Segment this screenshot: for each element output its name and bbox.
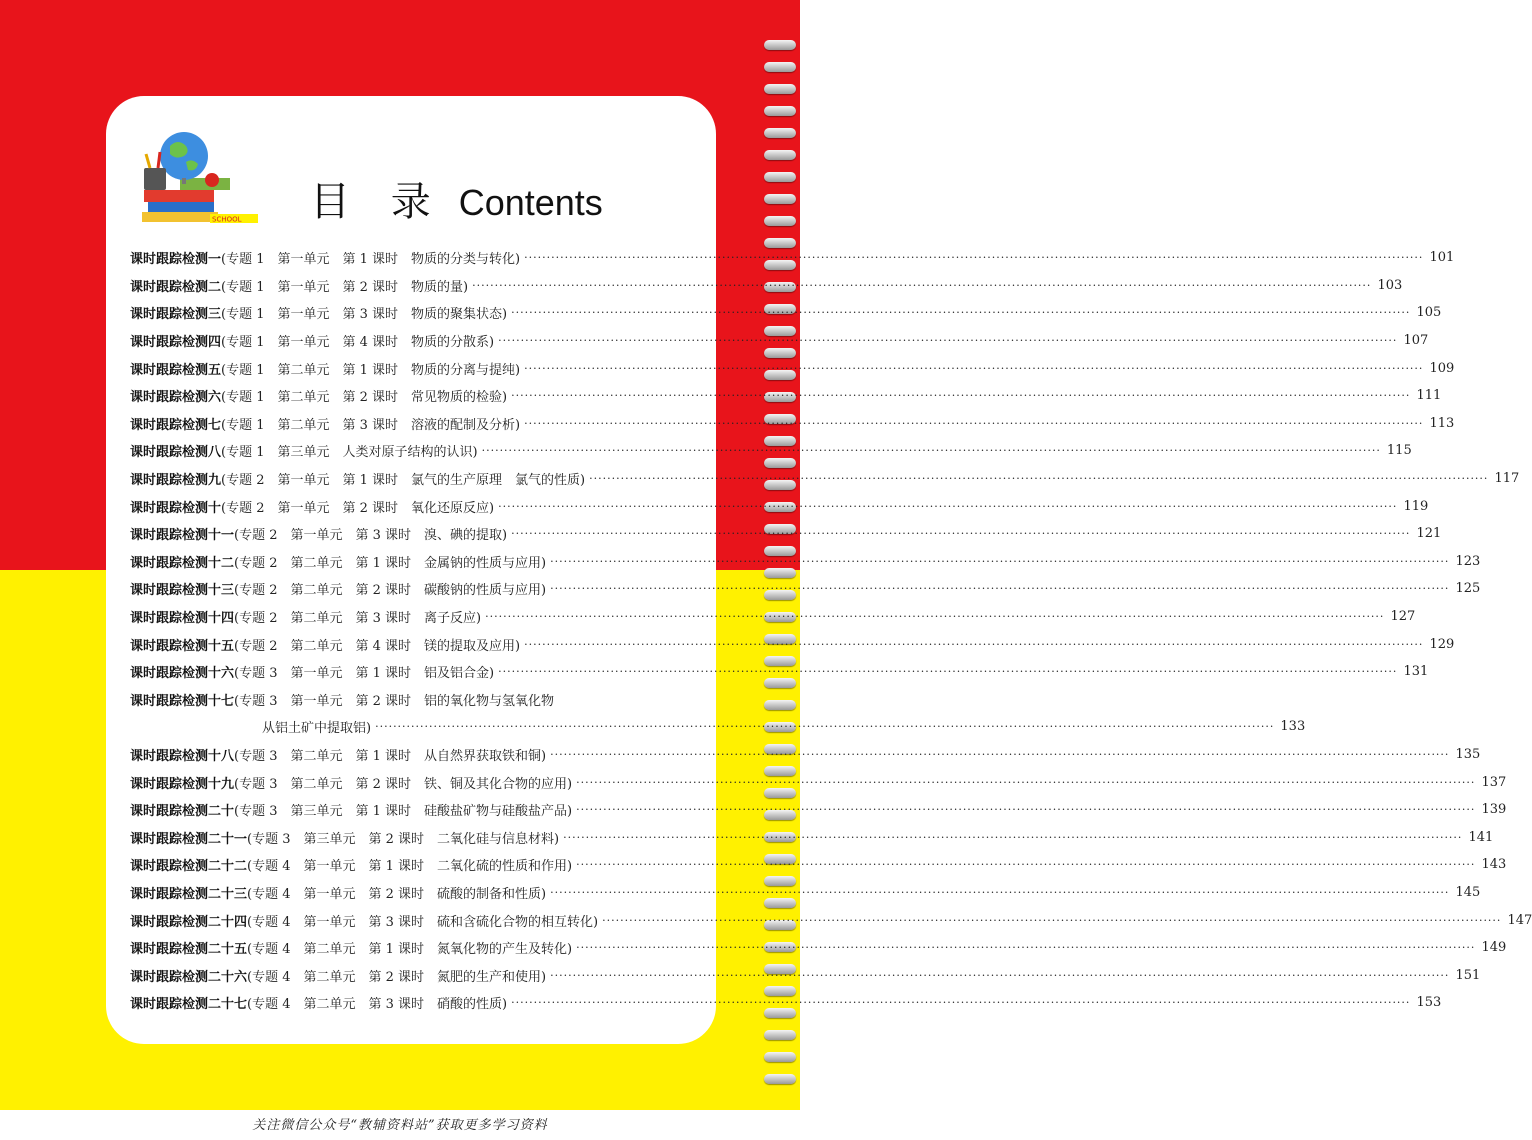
toc-leader-dots: ········································································································································································································	[576, 858, 1476, 872]
spiral-ring	[764, 876, 796, 886]
toc-entry[interactable]	[130, 244, 1455, 272]
toc-page-number: 107	[1403, 333, 1429, 349]
pencil-cup-icon	[144, 168, 166, 190]
spiral-ring	[764, 150, 796, 160]
toc-entry[interactable]	[130, 299, 1442, 327]
spiral-ring	[764, 1030, 796, 1040]
toc-leader-dots: ········································································································································································································	[550, 968, 1450, 982]
toc-entry[interactable]	[130, 492, 1429, 520]
toc-entry-label: 课时跟踪检测十三	[130, 583, 235, 599]
toc-page-number: 141	[1468, 829, 1494, 845]
toc-leader-dots: ········································································································································································································	[550, 582, 1450, 596]
toc-page-number: 153	[1416, 995, 1442, 1011]
toc-leader-dots: ········································································································································································································	[589, 472, 1489, 486]
toc-entry-label: 课时跟踪检测一	[130, 252, 222, 268]
spiral-ring	[764, 40, 796, 50]
toc-entry-label: 课时跟踪检测二十二	[130, 859, 248, 875]
toc-entry-label: 课时跟踪检测十七	[130, 693, 235, 709]
toc-entry-label: 课时跟踪检测五	[130, 362, 222, 378]
toc-entry[interactable]	[130, 437, 1412, 465]
toc-entry-description: (专题 1 第二单元 第 3 课时 溶液的配制及分析)	[221, 417, 521, 433]
book-icon	[148, 202, 214, 212]
toc-entry-description: (专题 1 第一单元 第 2 课时 物质的量)	[221, 279, 469, 295]
toc-entry[interactable]	[130, 851, 1507, 879]
spiral-ring	[764, 172, 796, 182]
toc-leader-dots: ········································································································································································································	[524, 251, 1424, 265]
toc-leader-dots: ········································································································································································································	[550, 554, 1450, 568]
toc-page-number: 135	[1455, 746, 1481, 762]
toc-entry[interactable]	[130, 575, 1481, 603]
toc-leader-dots: ········································································································································································································	[511, 527, 1411, 541]
toc-entry-label: 课时跟踪检测八	[130, 445, 222, 461]
toc-leader-dots: ········································································································································································································	[602, 913, 1502, 927]
toc-entry[interactable]	[130, 520, 1442, 548]
spiral-ring	[764, 238, 796, 248]
toc-page-number: 127	[1390, 609, 1416, 625]
toc-entry[interactable]	[130, 879, 1481, 907]
toc-entry[interactable]	[130, 658, 1429, 686]
toc-entry-description: (专题 2 第二单元 第 1 课时 金属钠的性质与应用)	[234, 555, 547, 571]
toc-page-number: 145	[1455, 884, 1481, 900]
toc-entry[interactable]	[130, 934, 1507, 962]
spiral-ring	[764, 1074, 796, 1084]
spiral-ring	[764, 898, 796, 908]
toc-page-number: 117	[1494, 471, 1520, 487]
toc-entry-label: 课时跟踪检测二	[130, 279, 222, 295]
toc-entry-description: (专题 4 第二单元 第 3 课时 硝酸的性质)	[247, 997, 508, 1013]
toc-leader-dots: ········································································································································································································	[524, 361, 1424, 375]
toc-entry[interactable]	[130, 272, 1403, 300]
toc-entry[interactable]	[130, 630, 1455, 658]
toc-leader-dots: ········································································································································································································	[485, 610, 1385, 624]
toc-entry[interactable]	[130, 603, 1416, 631]
toc-entry-label: 课时跟踪检测十四	[130, 611, 235, 627]
toc-entry-description: (专题 4 第一单元 第 2 课时 硫酸的制备和性质)	[247, 886, 547, 902]
toc-entry[interactable]	[130, 906, 1532, 934]
spiral-ring	[764, 128, 796, 138]
toc-entry-description: (专题 3 第三单元 第 1 课时 硅酸盐矿物与硅酸盐产品)	[234, 804, 573, 820]
toc-entry-label: 课时跟踪检测六	[130, 390, 222, 406]
toc-entry-label: 课时跟踪检测二十四	[130, 914, 248, 930]
toc-entry-description: 从铝土矿中提取铝)	[262, 721, 372, 737]
toc-leader-dots: ········································································································································································································	[576, 775, 1476, 789]
toc-leader-dots: ········································································································································································································	[511, 306, 1411, 320]
toc-page-number: 151	[1455, 967, 1481, 983]
spiral-ring	[764, 348, 796, 358]
toc-entry-description: (专题 1 第二单元 第 1 课时 物质的分离与提纯)	[221, 362, 521, 378]
toc-page-number: 129	[1429, 636, 1455, 652]
toc-page-number: 113	[1429, 415, 1455, 431]
toc-entry-label: 课时跟踪检测二十三	[130, 886, 248, 902]
toc-leader-dots: ········································································································································································································	[498, 665, 1398, 679]
toc-entry-description: (专题 3 第二单元 第 2 课时 铁、铜及其化合物的应用)	[234, 776, 573, 792]
toc-entry-description: (专题 3 第三单元 第 2 课时 二氧化硅与信息材料)	[247, 831, 560, 847]
toc-page-number: 115	[1386, 443, 1412, 459]
spiral-ring	[764, 62, 796, 72]
toc-leader-dots: ········································································································································································································	[524, 637, 1424, 651]
table-of-contents	[130, 244, 1532, 1017]
toc-leader-dots: ········································································································································································································	[472, 278, 1372, 292]
toc-entry[interactable]	[130, 713, 1306, 741]
toc-entry-label: 课时跟踪检测二十六	[130, 969, 248, 985]
toc-entry-description: (专题 3 第二单元 第 1 课时 从自然界获取铁和铜)	[234, 748, 547, 764]
spiral-ring	[764, 788, 796, 798]
toc-entry[interactable]	[130, 768, 1507, 796]
toc-entry-label: 课时跟踪检测十六	[130, 666, 235, 682]
toc-entry-label: 课时跟踪检测七	[130, 417, 222, 433]
toc-entry-description: (专题 2 第二单元 第 3 课时 离子反应)	[234, 611, 482, 627]
toc-entry-description: (专题 2 第一单元 第 1 课时 氯气的生产原理 氯气的性质)	[221, 473, 586, 489]
toc-leader-dots: ········································································································································································································	[481, 444, 1381, 458]
toc-entry-label: 课时跟踪检测十二	[130, 555, 235, 571]
toc-page-number: 121	[1416, 526, 1442, 542]
toc-entry[interactable]	[130, 382, 1442, 410]
toc-entry-description: (专题 4 第二单元 第 1 课时 氮氧化物的产生及转化)	[247, 942, 573, 958]
toc-entry[interactable]	[130, 354, 1455, 382]
toc-page-number: 131	[1403, 664, 1429, 680]
school-label: SCHOOL	[212, 215, 242, 224]
toc-entry-description: (专题 2 第二单元 第 2 课时 碳酸钠的性质与应用)	[234, 583, 547, 599]
toc-entry-label: 课时跟踪检测十一	[130, 528, 235, 544]
toc-page-number: 101	[1429, 250, 1455, 266]
toc-leader-dots: ········································································································································································································	[511, 996, 1411, 1010]
toc-entry-description: (专题 1 第一单元 第 1 课时 物质的分类与转化)	[221, 252, 521, 268]
title-chinese: 目 录	[310, 179, 445, 225]
toc-entry-description: (专题 4 第一单元 第 3 课时 硫和含硫化合物的相互转化)	[247, 914, 599, 930]
toc-entry-description: (专题 1 第一单元 第 4 课时 物质的分散系)	[221, 335, 495, 351]
toc-page-number: 137	[1481, 774, 1507, 790]
toc-entry-description: (专题 4 第二单元 第 2 课时 氮肥的生产和使用)	[247, 969, 547, 985]
toc-entry-description: (专题 4 第一单元 第 1 课时 二氧化硫的性质和作用)	[247, 859, 573, 875]
spiral-ring	[764, 986, 796, 996]
toc-entry[interactable]	[130, 686, 692, 714]
toc-entry[interactable]	[130, 410, 1455, 438]
toc-leader-dots: ········································································································································································································	[550, 747, 1450, 761]
toc-entry[interactable]	[130, 796, 1507, 824]
toc-page-number: 147	[1507, 912, 1532, 928]
spiral-ring	[764, 216, 796, 226]
spiral-ring	[764, 1052, 796, 1062]
toc-entry-description: (专题 1 第三单元 人类对原子结构的认识)	[221, 445, 478, 461]
toc-page-number: 109	[1429, 360, 1455, 376]
title-english: Contents	[458, 182, 603, 223]
spiral-ring	[764, 458, 796, 468]
toc-entry-description: (专题 2 第一单元 第 2 课时 氧化还原反应)	[221, 500, 495, 516]
toc-entry[interactable]	[130, 741, 1481, 769]
toc-entry[interactable]	[130, 961, 1481, 989]
spiral-ring	[764, 678, 796, 688]
spiral-ring	[764, 1008, 796, 1018]
toc-entry-label: 课时跟踪检测二十一	[130, 831, 248, 847]
toc-page-number: 143	[1481, 857, 1507, 873]
toc-page-number: 139	[1481, 802, 1507, 818]
toc-entry-label: 课时跟踪检测十九	[130, 776, 235, 792]
spiral-ring	[764, 84, 796, 94]
toc-entry-description: (专题 3 第一单元 第 1 课时 铝及铝合金)	[234, 666, 495, 682]
toc-page-number: 123	[1455, 553, 1481, 569]
toc-page-number: 103	[1377, 277, 1403, 293]
toc-page-number: 105	[1416, 305, 1442, 321]
toc-entry-description: (专题 2 第二单元 第 4 课时 镁的提取及应用)	[234, 638, 521, 654]
footer-note: 关注微信公众号“教辅资料站”获取更多学习资料	[252, 1118, 548, 1133]
book-icon	[180, 178, 230, 190]
page-title	[310, 170, 603, 230]
toc-entry-label: 课时跟踪检测二十	[130, 804, 235, 820]
apple-icon	[205, 173, 219, 187]
spiral-ring	[764, 700, 796, 710]
toc-entry-label: 课时跟踪检测九	[130, 473, 222, 489]
toc-leader-dots: ········································································································································································································	[498, 334, 1398, 348]
toc-entry[interactable]	[130, 989, 1442, 1017]
globe-books-illustration	[140, 128, 262, 224]
book-icon	[142, 212, 218, 222]
toc-leader-dots: ········································································································································································································	[563, 830, 1463, 844]
toc-leader-dots: ········································································································································································································	[498, 499, 1398, 513]
toc-entry[interactable]	[130, 823, 1494, 851]
toc-page-number: 119	[1403, 498, 1429, 514]
toc-entry-description: (专题 3 第一单元 第 2 课时 铝的氧化物与氢氧化物	[234, 693, 555, 709]
toc-leader-dots: ········································································································································································································	[524, 416, 1424, 430]
toc-entry-description: (专题 1 第二单元 第 2 课时 常见物质的检验)	[221, 390, 508, 406]
toc-page-number: 111	[1416, 388, 1442, 404]
toc-leader-dots: ········································································································································································································	[576, 803, 1476, 817]
spiral-ring	[764, 568, 796, 578]
toc-entry-label: 课时跟踪检测四	[130, 335, 222, 351]
toc-entry-label: 课时跟踪检测三	[130, 307, 222, 323]
toc-page-number: 149	[1481, 940, 1507, 956]
toc-page-number: 125	[1455, 581, 1481, 597]
toc-entry-label: 课时跟踪检测十八	[130, 748, 235, 764]
toc-entry-label: 课时跟踪检测二十五	[130, 942, 248, 958]
toc-leader-dots: ········································································································································································································	[550, 885, 1450, 899]
book-icon	[144, 190, 214, 202]
toc-entry-label: 课时跟踪检测十	[130, 500, 222, 516]
toc-entry-description: (专题 1 第一单元 第 3 课时 物质的聚集状态)	[221, 307, 508, 323]
spiral-ring	[764, 766, 796, 776]
toc-leader-dots: ········································································································································································································	[511, 389, 1411, 403]
toc-entry-label: 课时跟踪检测二十七	[130, 997, 248, 1013]
toc-leader-dots: ········································································································································································································	[375, 720, 1275, 734]
spiral-ring	[764, 194, 796, 204]
toc-page-number: 133	[1280, 719, 1306, 735]
toc-entry[interactable]	[130, 548, 1481, 576]
spiral-ring	[764, 106, 796, 116]
toc-entry[interactable]	[130, 465, 1520, 493]
toc-entry[interactable]	[130, 327, 1429, 355]
toc-entry-label: 课时跟踪检测十五	[130, 638, 235, 654]
toc-entry-description: (专题 2 第一单元 第 3 课时 溴、碘的提取)	[234, 528, 508, 544]
toc-leader-dots: ········································································································································································································	[576, 941, 1476, 955]
